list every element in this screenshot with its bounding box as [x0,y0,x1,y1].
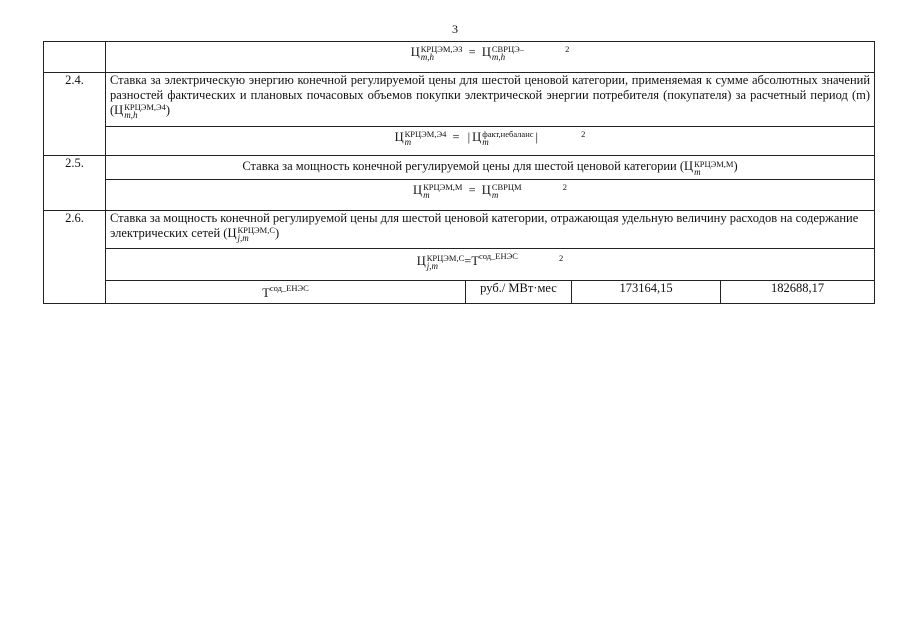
formula-superscript: сод_ЕНЭС [269,283,309,293]
row-description [106,73,875,127]
formula-symbol: Т [471,254,479,268]
formula-cell [106,42,875,73]
description-text: Ставка за мощность конечной регулируемой цены для шестой ценовой категории ( [242,159,685,174]
formula-subscript: m [694,166,701,177]
table-row-2-6 [44,211,875,249]
formula-superscript: СВРЦМ [491,182,522,193]
formula-e4 [395,127,586,146]
formula-superscript: сод_ЕНЭС [478,251,518,261]
formula-superscript: КРЦЭМ,Э4 [404,129,447,140]
formula-subscript: m,h [124,110,138,121]
formula-subscript: m,h [491,52,506,63]
formula-symbol: Ц [227,226,237,240]
row-number: 2.4. [44,73,106,156]
table-row-2-5-formula [44,180,875,211]
footnote-mark: 2 [559,253,564,263]
num-cell-empty [44,42,106,73]
value-cell-1: 173164,15 [572,281,721,304]
formula-c [417,249,564,270]
formula-symbol: Ц [481,183,491,197]
formula-symbol: Ц [684,159,694,174]
formula-symbol: Ц [413,183,423,197]
formula-subscript: m [491,190,499,201]
footnote-mark: 2 [565,44,570,54]
close-paren: ) [733,159,738,174]
formula-equals: = [468,183,476,197]
row-number: 2.5. [44,156,106,211]
table-row-values [44,281,875,304]
close-paren: ) [165,103,171,117]
formula-superscript: факт,небаланс [482,129,534,140]
formula-symbol: Ц [481,45,491,59]
page-number: 3 [452,22,458,36]
table-row-2-4 [44,73,875,127]
formula-superscript: КРЦЭМ,Э4 [124,102,166,113]
formula-symbol: Ц [416,254,426,268]
formula-equals: = [468,45,476,59]
value-label-cell [106,281,466,304]
formula-subscript: j,m [237,233,249,244]
formula-subscript: m [423,190,430,201]
formula-cell [106,127,875,156]
unit-cell: руб./ МВт·мес [466,281,572,304]
description-text: Ставка за мощность конечной регулируемой цены для шестой ценовой категории, отражающая удельную величину расходов на содержание электрических сетей ( [110,211,859,240]
formula-subscript: m [482,137,489,148]
row-number: 2.6. [44,211,106,304]
row-description [106,211,875,249]
footnote-mark: 2 [562,182,567,192]
table-row-formula-e3 [44,42,875,73]
formula-m [413,180,567,199]
formula-e3 [411,42,570,61]
formula-superscript: КРЦЭМ,С [237,225,275,236]
formula-subscript: j,m [426,261,438,272]
formula-symbol: Ц [472,130,482,144]
formula-symbol: Ц [394,130,404,144]
formula-cell [106,249,875,281]
formula-symbol: Т [262,286,270,300]
row-description [106,156,875,180]
formula-superscript: КРЦЭМ,ЭЗ [420,44,463,55]
table-row-2-4-formula [44,127,875,156]
tariff-table [43,41,875,304]
close-paren: ) [275,226,280,240]
description-text: Ставка за электрическую энергию конечной регулируемой цены для шестой ценовой категории, применяемая к сумме абсолютных значений разностей фактических и плановых почасовых объемов покупки электрической энергии потребителя (покупателя) за расчетный период (m) ( [110,73,871,117]
formula-equals: = [464,254,472,268]
table-row-2-5 [44,156,875,180]
formula-equals: = [452,130,460,144]
formula-subscript: m,h [420,52,434,63]
abs-bar: | [467,130,471,144]
abs-bar: | [535,130,539,144]
formula-symbol: Ц [410,45,420,59]
formula-cell [106,180,875,211]
formula-superscript: КРЦЭМ,С [426,253,465,264]
formula-subscript: m [404,137,412,148]
footnote-mark: 2 [581,129,586,139]
formula-symbol: Ц [114,103,124,117]
value-cell-2: 182688,17 [721,281,875,304]
formula-superscript: КРЦЭМ,М [423,182,463,193]
formula-superscript: КРЦЭМ,М [694,158,734,169]
formula-superscript: СВРЦЭ– [491,44,524,55]
table-row-2-6-formula [44,249,875,281]
